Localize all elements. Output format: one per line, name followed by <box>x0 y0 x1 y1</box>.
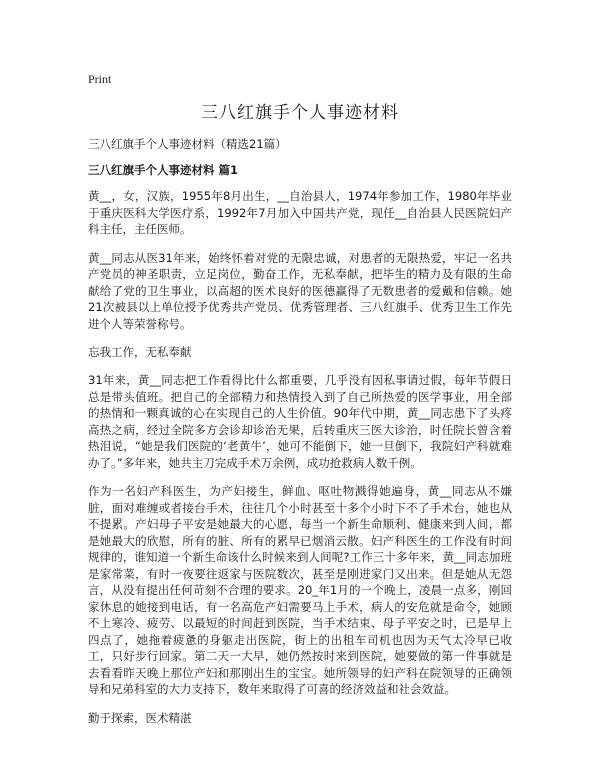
page-title: 三八红旗手个人事迹材料 <box>201 103 399 123</box>
section-heading: 三八红旗手个人事迹材料 篇1 <box>88 163 239 177</box>
print-link[interactable]: Print <box>88 72 112 86</box>
paragraph-summary: 黄__同志从医31年来，始终怀着对党的无限忠诚，对患者的无限热爱，牢记一名共产党员的神圣职责，立足岗位，勤奋工作，无私奉献，把毕生的精力及有限的生命献给了党的卫生事业，以高超的医术良好的医德赢得了无数患者的爱戴和信赖。她21次被县以上单位授予优秀共产党员、优秀管理者、三八红旗手、优秀卫生工作先进个人等荣誉称号。 <box>88 250 512 331</box>
document-page <box>88 60 512 738</box>
subheading-expertise: 勤于探索，医术精湛 <box>88 710 192 725</box>
paragraph-intro: 黄__，女，汉族，1955年8月出生，__自治县人，1974年参加工作，1980年毕业于重庆医科大学医疗系，1992年7月加入中国共产党，现任__自治县人民医院妇产科主任，主任医师。 <box>88 189 512 236</box>
paragraph-dedication: 31年来，黄__同志把工作看得比什么都重要，几乎没有因私事请过假，每年节假日总是带头值班。把自己的全部精力和热情投入到了自己所热爱的医学事业，用全部的热情和一颗真诚的心在实现自己的人生价值。90年代中期，黄__同志患下了头疼高热之病，经过全院多方会诊却诊治无果，后转重庆三医大诊治，时任院长曾含着热泪说，“她是我们医院的‘老黄牛’，她可不能倒下，她一旦倒下，我院妇产科就难办了。”多年来，她共主刀完成手术万余例，成功抢救病人数千例。 <box>88 373 512 470</box>
document-subtitle: 三八红旗手个人事迹材料（精选21篇） <box>88 137 287 151</box>
paragraph-obstetrics: 作为一名妇产科医生，为产妇接生，鲜血、呕吐物溅得她遍身，黄__同志从不嫌脏，面对难缠或者接台手术，往往几个小时甚至十多个小时下不了手术台，她也从不提累。产妇母子平安是她最大的心愿，每当一个新生命顺利、健康来到人间，都是她最大的欣慰，所有的脏、所有的累早已烟消云散。妇产科医生的工作没有时间规律的，谁知道一个新生命该什么时候来到人间呢?工作三十多年来，黄__同志加班是家常菜，有时一夜要往返家与医院数次，甚至是刚进家门又出来。但是她从无怨言，从没有提出任何苛刻不合理的要求。20_年1月的一个晚上，凌晨一点多，刚回家休息的她接到电话，有一名高危产妇需要马上手术，病人的安危就是命令，她顾不上寒冷、疲劳、以最短的时间赶到医院，当手术结束、母子平安之时，已是早上四点了，她拖着疲惫的身躯走出医院，街上的出租车司机也因为天气太冷早已收工，只好步行回家。第二天一大早，她仍然按时来到医院，她要做的第一件事就是去看看昨天晚上那位产妇和那刚出生的宝宝。她所领导的妇产科在院领导的正确领导和兄弟科室的大力支持下，数年来取得了可喜的经济效益和社会效益。 <box>88 484 512 696</box>
subheading-dedication: 忘我工作，无私奉献 <box>88 345 192 359</box>
